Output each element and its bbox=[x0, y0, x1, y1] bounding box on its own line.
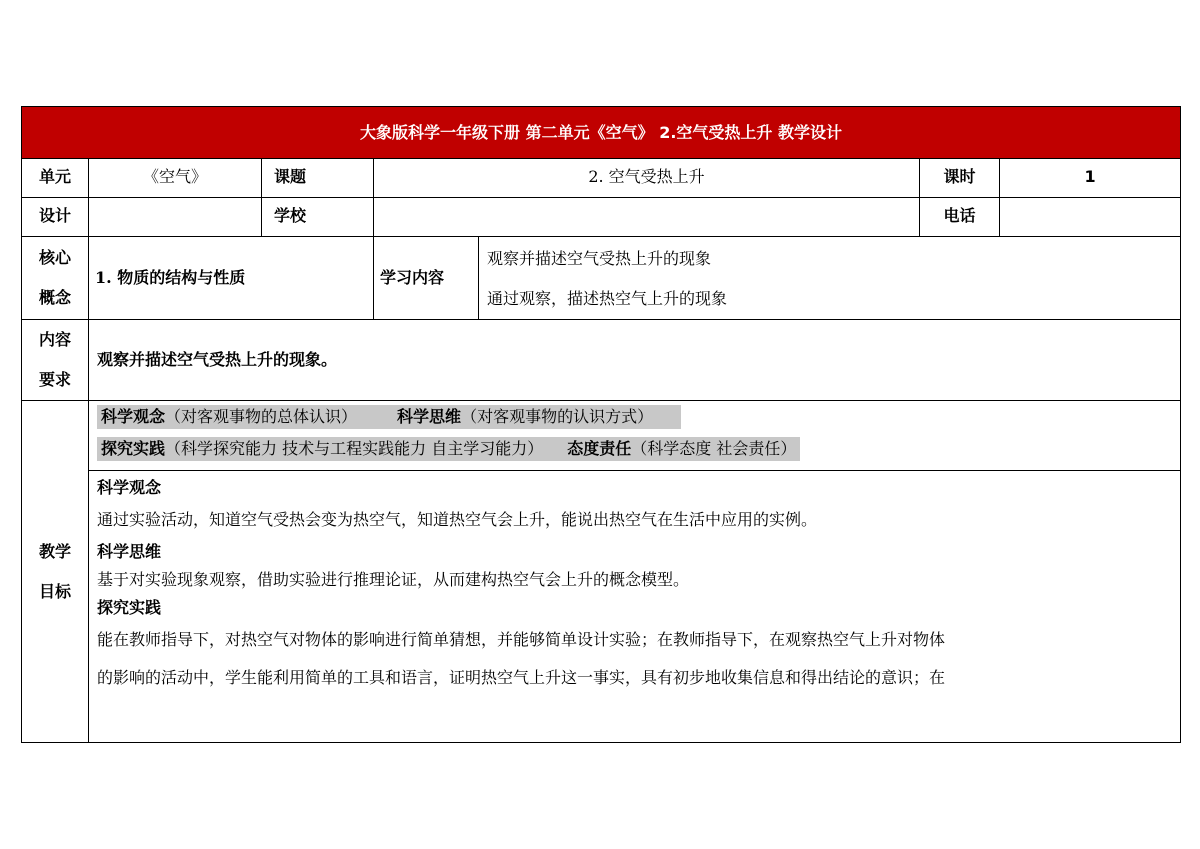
goal-text-concept: 通过实验活动，知道空气受热会变为热空气，知道热空气会上升，能说出热空气在生活中应用的实例。 bbox=[97, 510, 818, 529]
goals-label-line1: 教学 bbox=[38, 541, 71, 561]
title-row bbox=[22, 107, 1181, 159]
tag1-bold: 科学观念 bbox=[101, 407, 166, 426]
learning-content-label: 学习内容 bbox=[374, 237, 479, 320]
period-value: 1 bbox=[1000, 159, 1181, 198]
phone-value bbox=[1000, 198, 1181, 237]
tag4-rest: （科学态度 社会责任） bbox=[631, 439, 797, 458]
school-value bbox=[374, 198, 920, 237]
literacy-tag-1 bbox=[97, 405, 681, 429]
lesson-plan-table bbox=[21, 106, 1181, 743]
school-label: 学校 bbox=[262, 198, 374, 237]
tag3-bold: 探究实践 bbox=[101, 439, 166, 458]
info-row-2 bbox=[22, 198, 1181, 237]
core-concept-row bbox=[22, 237, 1181, 320]
goals-label-line2: 目标 bbox=[38, 581, 71, 601]
req-label-line1: 内容 bbox=[38, 330, 71, 349]
phone-label: 电话 bbox=[920, 198, 1000, 237]
topic-value: 2. 空气受热上升 bbox=[374, 159, 920, 198]
tag2-bold: 科学思维 bbox=[397, 407, 462, 426]
teaching-goals-label bbox=[22, 401, 89, 743]
tag2-rest: （对客观事物的认识方式） bbox=[461, 407, 646, 426]
teaching-goals-content bbox=[89, 401, 1181, 743]
unit-label: 单元 bbox=[22, 159, 89, 198]
goal-text-practice-line1: 能在教师指导下，对热空气对物体的影响进行简单猜想，并能够简单设计实验；在教师指导下，在观察热空气上升对物体 bbox=[97, 630, 946, 649]
lesson-plan-sheet bbox=[21, 106, 1180, 741]
core-label-line2: 概念 bbox=[38, 288, 71, 307]
req-label-line2: 要求 bbox=[38, 370, 71, 389]
tag3-rest: （科学探究能力 技术与工程实践能力 自主学习能力） bbox=[165, 439, 536, 458]
content-requirement-row bbox=[22, 320, 1181, 401]
info-row-1 bbox=[22, 159, 1181, 198]
design-label: 设计 bbox=[22, 198, 89, 237]
document-title: 大象版科学一年级下册 第二单元《空气》 2.空气受热上升 教学设计 bbox=[22, 107, 1181, 159]
unit-value: 《空气》 bbox=[89, 159, 262, 198]
goal-text-practice-line2: 的影响的活动中，学生能利用简单的工具和语言，证明热空气上升这一事实，具有初步地收集信息和得出结论的意识；在 bbox=[97, 668, 946, 687]
learning-content-value bbox=[479, 237, 1181, 320]
core-concept-label bbox=[22, 237, 89, 320]
tag4-bold: 态度责任 bbox=[567, 439, 632, 458]
goal-heading-practice: 探究实践 bbox=[97, 598, 162, 617]
content-requirement-text: 观察并描述空气受热上升的现象。 bbox=[89, 320, 1181, 401]
goal-text-thinking: 基于对实验现象观察，借助实验进行推理论证，从而建构热空气会上升的概念模型。 bbox=[97, 570, 690, 589]
learning-content-line1: 观察并描述空气受热上升的现象 bbox=[487, 249, 712, 268]
core-concept-value: 1. 物质的结构与性质 bbox=[89, 237, 374, 320]
literacy-tag-2 bbox=[97, 437, 800, 461]
learning-content-line2: 通过观察，描述热空气上升的现象 bbox=[487, 289, 728, 308]
goal-heading-thinking: 科学思维 bbox=[97, 542, 162, 561]
topic-label: 课题 bbox=[262, 159, 374, 198]
core-label-line1: 核心 bbox=[38, 248, 71, 267]
teaching-goals-row bbox=[22, 401, 1181, 743]
goal-details bbox=[89, 471, 1180, 697]
core-literacy-tags bbox=[89, 401, 1180, 471]
period-label: 课时 bbox=[920, 159, 1000, 198]
tag1-rest: （对客观事物的总体认识） bbox=[165, 407, 350, 426]
goal-heading-concept: 科学观念 bbox=[97, 478, 162, 497]
design-value bbox=[89, 198, 262, 237]
content-requirement-label bbox=[22, 320, 89, 401]
